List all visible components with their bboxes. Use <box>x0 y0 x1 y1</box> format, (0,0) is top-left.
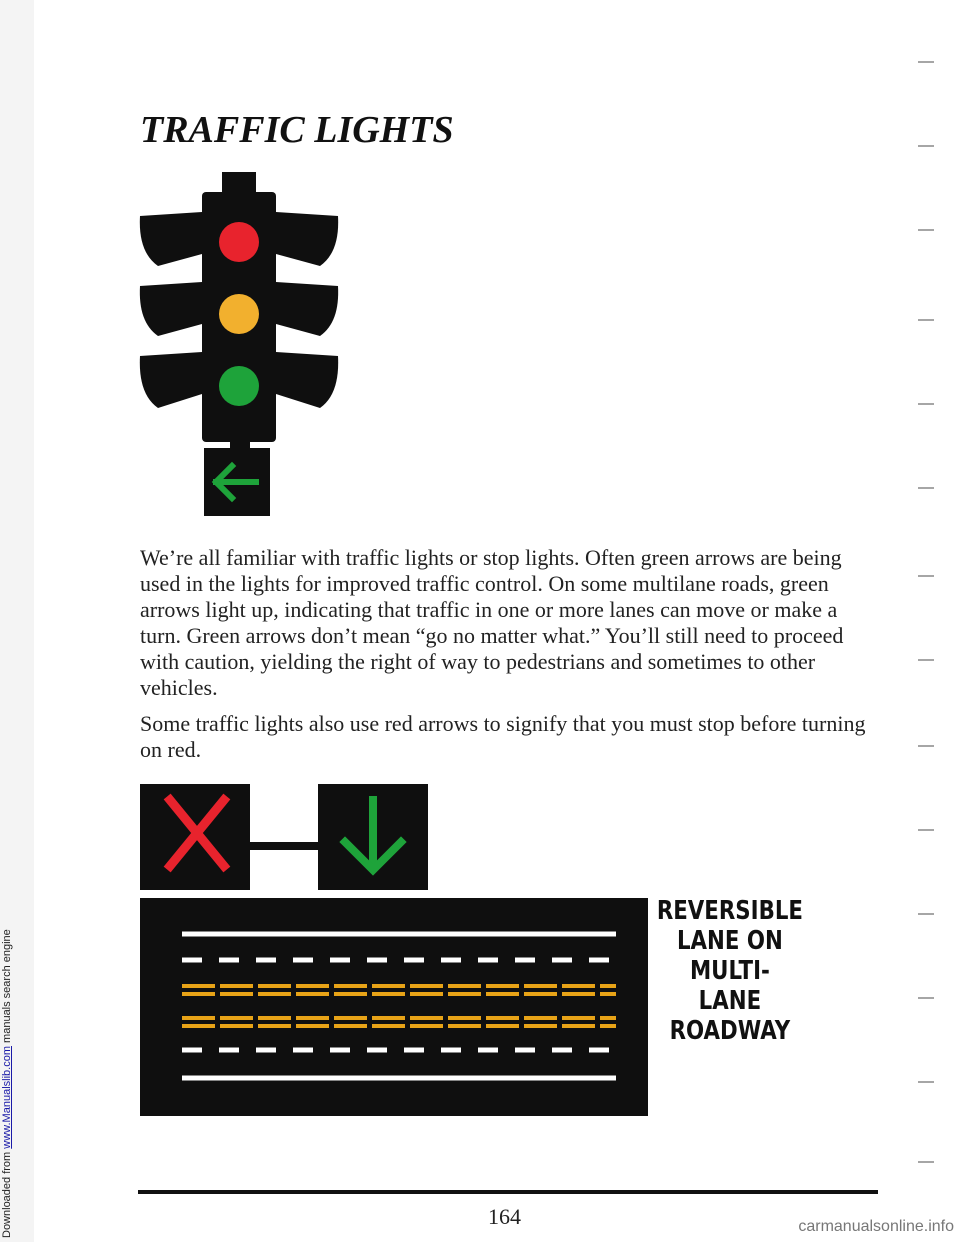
margin-tick-marks <box>890 0 960 1190</box>
manualslib-link[interactable]: www.Manualslib.com <box>1 1046 13 1149</box>
paragraph: Some traffic lights also use red arrows to signify that you must stop before turning on red. <box>140 711 866 762</box>
caption-line: MULTI- <box>689 956 770 986</box>
lane-control-signals <box>140 784 430 892</box>
caption-line: LANE ON <box>676 926 783 956</box>
green-light <box>219 366 259 406</box>
traffic-light-icon <box>130 172 350 520</box>
reversible-lane-roadway <box>140 898 648 1116</box>
roadway-caption <box>652 896 808 1046</box>
left-margin-strip <box>0 0 34 1242</box>
watermark: carmanualsonline.info <box>798 1218 954 1235</box>
caption-line: ROADWAY <box>669 1016 791 1046</box>
download-prefix: Downloaded from <box>1 1151 13 1238</box>
red-light <box>219 222 259 262</box>
page-number: 164 <box>488 1204 521 1229</box>
paragraph: We’re all familiar with traffic lights or stop lights. Often green arrows are being used in the lights for improved traffic control. On some multilane roads, green arrows light up, indicating that traffic in one or more lanes can move or make a turn. Green arrows don’t mean “go no matter what.” You’ll still need to proceed with caution, yielding the right of way to pedestrians and sometimes to other vehicles. <box>140 545 844 700</box>
page-title: TRAFFIC LIGHTS <box>140 109 454 151</box>
download-notice <box>0 0 14 1242</box>
download-suffix: manuals search engine <box>1 929 13 1043</box>
body-text <box>140 545 880 773</box>
caption-line: LANE <box>698 986 762 1016</box>
amber-light <box>219 294 259 334</box>
bottom-rule <box>138 1190 878 1194</box>
caption-line: REVERSIBLE <box>656 896 803 926</box>
